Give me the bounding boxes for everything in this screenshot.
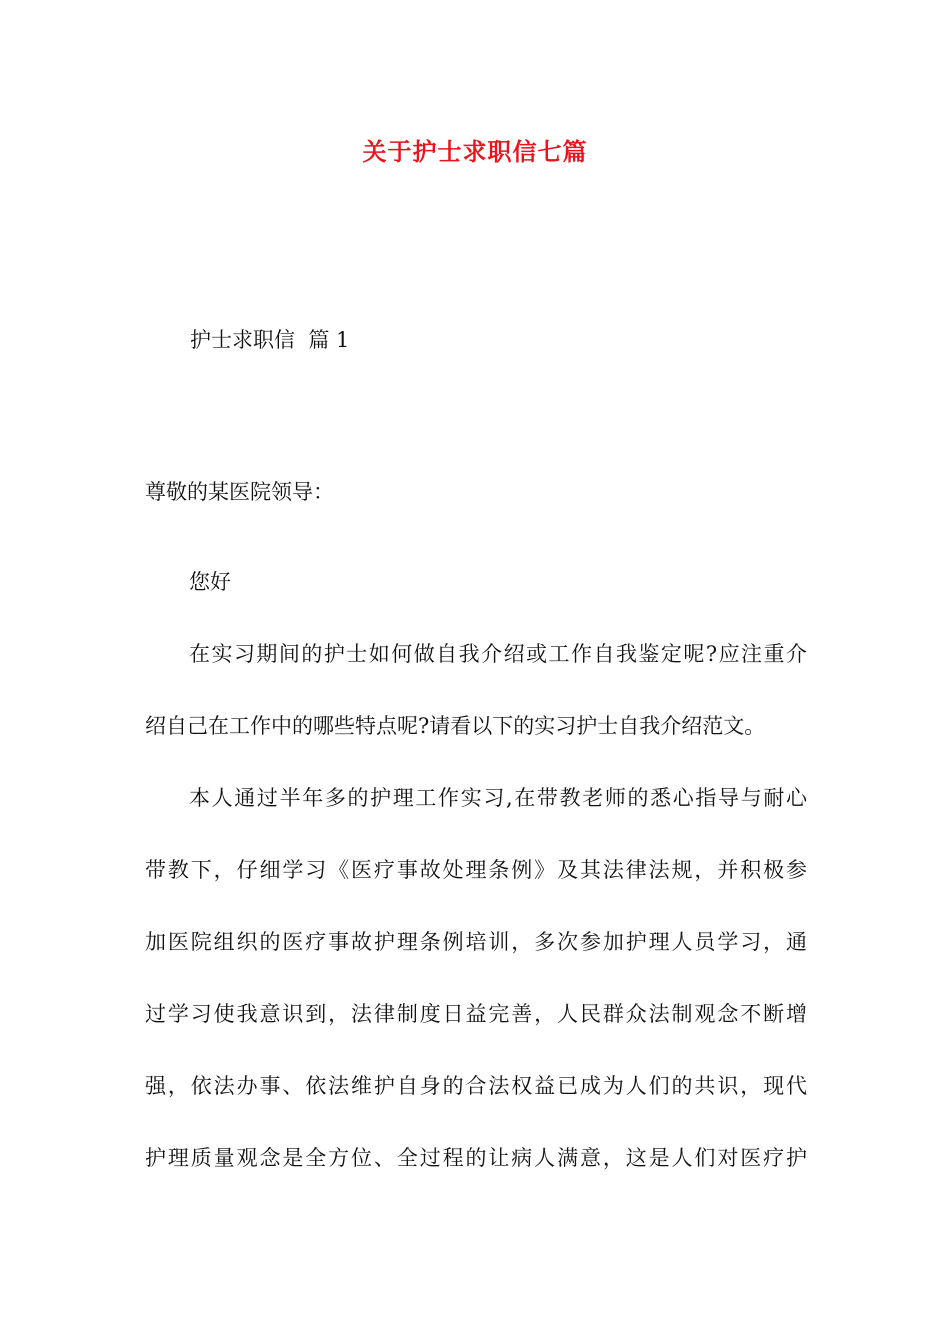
paragraph-line: 带教下，仔细学习《医疗事故处理条例》及其法律法规，并积极参 <box>145 858 807 882</box>
document-title: 关于护士求职信七篇 <box>362 137 588 166</box>
section-heading: 护士求职信 篇 1 <box>190 328 350 352</box>
paragraph-line: 您好 <box>189 570 231 594</box>
paragraph-line: 绍自己在工作中的哪些特点呢?请看以下的实习护士自我介绍范文。 <box>145 714 766 738</box>
paragraph-line: 护理质量观念是全方位、全过程的让病人满意，这是人们对医疗护 <box>145 1146 807 1170</box>
paragraph-line: 加医院组织的医疗事故护理条例培训，多次参加护理人员学习，通 <box>145 930 807 954</box>
paragraph-line: 在实习期间的护士如何做自我介绍或工作自我鉴定呢?应注重介 <box>189 642 807 666</box>
paragraph-intro <box>145 618 807 762</box>
paragraph-line: 强，依法办事、依法维护自身的合法权益已成为人们的共识，现代 <box>145 1074 807 1098</box>
paragraph-line: 过学习使我意识到，法律制度日益完善，人民群众法制观念不断增 <box>145 1002 807 1026</box>
letter-body <box>145 546 807 1194</box>
salutation: 尊敬的某医院领导： <box>145 480 334 504</box>
paragraph-main <box>145 762 807 1194</box>
paragraph-line: 本人通过半年多的护理工作实习,在带教老师的悉心指导与耐心 <box>189 786 807 810</box>
paragraph-greeting <box>145 546 807 618</box>
